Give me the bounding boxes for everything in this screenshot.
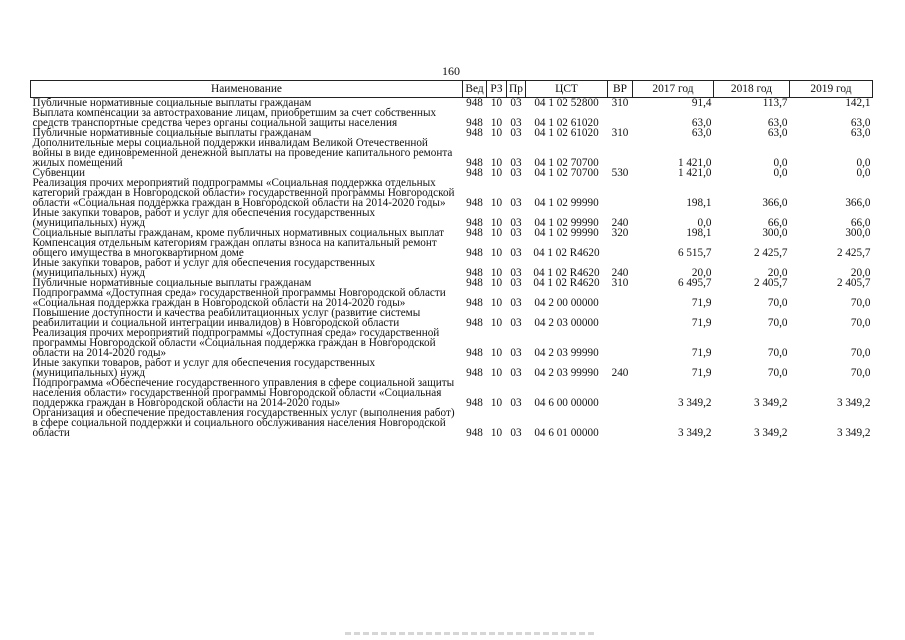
table-header-row [31,81,873,98]
cell-cst: 04 1 02 70700 [534,167,599,179]
cell-name: Компенсация отдельным категориям граждан оплаты взноса на капитальный ремонт общего имущества в многоквартирном доме [32,237,437,259]
cell-name: Иные закупки товаров, работ и услуг для обеспечения государственных (муниципальных) нужд [32,257,376,279]
cell-rz: 10 [490,117,503,129]
cell-2018: 366,0 [762,197,788,209]
cell-name: Субвенции [32,167,85,179]
cell-name: Подпрограмма «Доступная среда» государственной программы Новгородской области «Социальная поддержка граждан в Новгородской области на 2014-2020 годы» [32,287,446,309]
cell-rz: 10 [490,267,503,279]
cell-2017: 198,1 [686,227,712,239]
table-row [31,178,873,208]
cell-name: Реализация прочих мероприятий подпрограммы «Социальная поддержка отдельных категорий граждан в Новгородской области» государственной программы Новгородской области «Социальная поддержка граждан в Новгородской области на 2014-2020 годы» [32,177,455,209]
cell-pr: 03 [510,197,522,209]
cell-cst: 04 1 02 R4620 [533,277,600,289]
cell-2017: 63,0 [691,127,712,139]
cell-2017: 6 515,7 [677,247,712,259]
cell-2019: 300,0 [845,227,871,239]
cell-2018: 113,7 [762,97,788,109]
cell-2017: 6 495,7 [677,277,712,289]
cell-2017: 3 349,2 [677,397,712,409]
cell-rz: 10 [490,167,503,179]
cell-cst: 04 6 01 00000 [534,427,599,439]
cell-name: Реализация прочих мероприятий подпрограммы «Доступная среда» государственной программы Новгородской области «Социальная поддержка граждан в Новгородской области на 2014-2020 годы» [32,327,440,359]
table-row [31,208,873,228]
cell-rz: 10 [490,317,503,329]
cell-ved: 948 [466,267,483,279]
cell-ved: 948 [466,297,483,309]
cell-2017: 71,9 [691,297,712,309]
cell-pr: 03 [510,157,522,169]
cell-pr: 03 [510,427,522,439]
cell-2018: 0,0 [773,167,788,179]
cell-2019: 3 349,2 [836,397,871,409]
cell-2019: 66,0 [850,217,871,229]
cell-rz: 10 [490,297,503,309]
cell-2018: 70,0 [767,297,788,309]
cell-rz: 10 [490,217,503,229]
cell-cst: 04 2 03 00000 [534,317,599,329]
header-2018: 2018 год [714,81,790,98]
page-number: 160 [442,64,460,78]
table-row [31,308,873,328]
cell-ved: 948 [466,167,483,179]
cell-2019: 142,1 [845,97,871,109]
cell-cst: 04 1 02 70700 [534,157,599,169]
header-pr: Пр [507,81,526,98]
cell-vr [608,138,633,168]
cell-cst: 04 1 02 61020 [534,117,599,129]
cell-vr [608,238,633,258]
cell-2019: 70,0 [850,317,871,329]
cell-2017: 71,9 [691,317,712,329]
cell-pr: 03 [510,347,522,359]
cell-rz: 10 [490,157,503,169]
cell-cst: 04 2 03 99990 [534,367,599,379]
cell-ved: 948 [466,127,483,139]
cell-vr [608,308,633,328]
table-row [31,138,873,168]
header-2019: 2019 год [790,81,873,98]
cell-ved: 948 [466,317,483,329]
table-row [31,108,873,128]
budget-table [30,80,873,438]
cell-vr: 310 [611,277,629,289]
cell-2018: 63,0 [767,127,788,139]
cell-pr: 03 [510,97,522,109]
cell-2018: 20,0 [767,267,788,279]
cell-2018: 63,0 [767,117,788,129]
cell-cst: 04 1 02 R4620 [533,247,600,259]
cell-2019: 70,0 [850,297,871,309]
cell-2018: 70,0 [767,317,788,329]
cell-vr [608,328,633,358]
header-name: Наименование [31,81,463,98]
cell-rz: 10 [490,427,503,439]
cell-cst: 04 1 02 52800 [534,97,599,109]
cell-rz: 10 [490,127,503,139]
cell-vr [608,378,633,408]
cell-rz: 10 [490,227,503,239]
cell-2018: 2 405,7 [753,277,788,289]
cell-name: Дополнительные меры социальной поддержки инвалидам Великой Отечественной войны в виде единовременной денежной выплаты на проведение капитального ремонта жилых помещений [32,137,453,169]
cell-2019: 70,0 [850,367,871,379]
cell-2018: 3 349,2 [753,427,788,439]
cell-2017: 0,0 [697,217,712,229]
cell-ved: 948 [466,427,483,439]
cell-2017: 198,1 [686,197,712,209]
cell-cst: 04 1 02 99990 [534,217,599,229]
cell-rz: 10 [490,277,503,289]
header-2017: 2017 год [633,81,714,98]
cell-2017: 71,9 [691,347,712,359]
cell-ved: 948 [466,117,483,129]
table-row [31,328,873,358]
cell-pr: 03 [510,317,522,329]
header-vr: ВР [608,81,633,98]
cell-ved: 948 [466,347,483,359]
scan-artifact [345,632,595,635]
cell-2019: 366,0 [845,197,871,209]
cell-name: Повышение доступности и качества реабилитационных услуг (развитие системы реабилитации и социальной интеграции инвалидов) в Новгородской области [32,307,421,329]
cell-cst: 04 1 02 99990 [534,197,599,209]
cell-vr [608,178,633,208]
cell-pr: 03 [510,127,522,139]
cell-2018: 70,0 [767,367,788,379]
cell-vr: 240 [611,217,629,229]
cell-name: Публичные нормативные социальные выплаты гражданам [32,97,312,109]
cell-2019: 2 405,7 [836,277,871,289]
cell-ved: 948 [466,247,483,259]
cell-name: Публичные нормативные социальные выплаты гражданам [32,277,312,289]
cell-vr: 530 [611,167,629,179]
cell-2017: 1 421,0 [677,157,712,169]
cell-vr [608,408,633,438]
cell-name: Публичные нормативные социальные выплаты гражданам [32,127,312,139]
cell-2018: 66,0 [767,217,788,229]
cell-name: Социальные выплаты гражданам, кроме публичных нормативных социальных выплат [32,227,444,239]
cell-2019: 63,0 [850,127,871,139]
cell-pr: 03 [510,247,522,259]
cell-pr: 03 [510,297,522,309]
cell-pr: 03 [510,277,522,289]
cell-2019: 2 425,7 [836,247,871,259]
cell-2017: 1 421,0 [677,167,712,179]
table-row [31,378,873,408]
cell-pr: 03 [510,397,522,409]
header-rz: РЗ [487,81,507,98]
cell-vr: 310 [611,127,629,139]
cell-cst: 04 2 00 00000 [534,297,599,309]
table-row [31,238,873,258]
cell-ved: 948 [466,217,483,229]
cell-cst: 04 1 02 99990 [534,227,599,239]
cell-rz: 10 [490,347,503,359]
cell-name: Иные закупки товаров, работ и услуг для обеспечения государственных (муниципальных) нужд [32,357,376,379]
cell-vr: 240 [611,267,629,279]
cell-name: Иные закупки товаров, работ и услуг для обеспечения государственных (муниципальных) нужд [32,207,376,229]
cell-2019: 0,0 [856,157,871,169]
cell-cst: 04 6 00 00000 [534,397,599,409]
cell-cst: 04 2 03 99990 [534,347,599,359]
cell-pr: 03 [510,367,522,379]
cell-pr: 03 [510,217,522,229]
cell-2018: 2 425,7 [753,247,788,259]
cell-rz: 10 [490,397,503,409]
cell-2019: 20,0 [850,267,871,279]
cell-pr: 03 [510,227,522,239]
table-body [31,98,873,439]
table-row [31,358,873,378]
cell-vr: 310 [611,97,629,109]
cell-2019: 63,0 [850,117,871,129]
cell-2018: 0,0 [773,157,788,169]
cell-2017: 91,4 [691,97,712,109]
cell-ved: 948 [466,277,483,289]
cell-2017: 3 349,2 [677,427,712,439]
cell-ved: 948 [466,97,483,109]
cell-ved: 948 [466,157,483,169]
cell-2018: 300,0 [762,227,788,239]
cell-2018: 70,0 [767,347,788,359]
cell-ved: 948 [466,397,483,409]
cell-2017: 20,0 [691,267,712,279]
cell-vr [608,108,633,128]
cell-2018: 3 349,2 [753,397,788,409]
cell-2017: 71,9 [691,367,712,379]
cell-ved: 948 [466,367,483,379]
cell-name: Организация и обеспечение предоставления государственных услуг (выполнения работ) в сфере социальной поддержки и социального обслуживания населения Новгородской области [32,407,455,439]
cell-vr [608,288,633,308]
cell-2017: 63,0 [691,117,712,129]
table-row [31,258,873,278]
cell-pr: 03 [510,167,522,179]
cell-cst: 04 1 02 61020 [534,127,599,139]
cell-rz: 10 [490,247,503,259]
cell-vr: 320 [611,227,629,239]
cell-pr: 03 [510,117,522,129]
cell-cst: 04 1 02 R4620 [533,267,600,279]
cell-2019: 70,0 [850,347,871,359]
cell-rz: 10 [490,97,503,109]
cell-2019: 3 349,2 [836,427,871,439]
cell-rz: 10 [490,197,503,209]
table-row [31,408,873,438]
cell-name: Выплата компенсации за автострахование лицам, приобретшим за счет собственных средств транспортные средства через органы социальной защиты населения [32,107,437,129]
cell-name: Подпрограмма «Обеспечение государственного управления в сфере социальной защиты населения области» государственной программы Новгородской области «Социальная поддержка граждан в Новгородской области на 2014-2020 годы» [32,377,455,409]
cell-pr: 03 [510,267,522,279]
header-ved: Вед [463,81,487,98]
header-cst: ЦСТ [526,81,608,98]
cell-rz: 10 [490,367,503,379]
cell-2019: 0,0 [856,167,871,179]
cell-ved: 948 [466,227,483,239]
cell-ved: 948 [466,197,483,209]
cell-vr: 240 [611,367,629,379]
table-row [31,288,873,308]
